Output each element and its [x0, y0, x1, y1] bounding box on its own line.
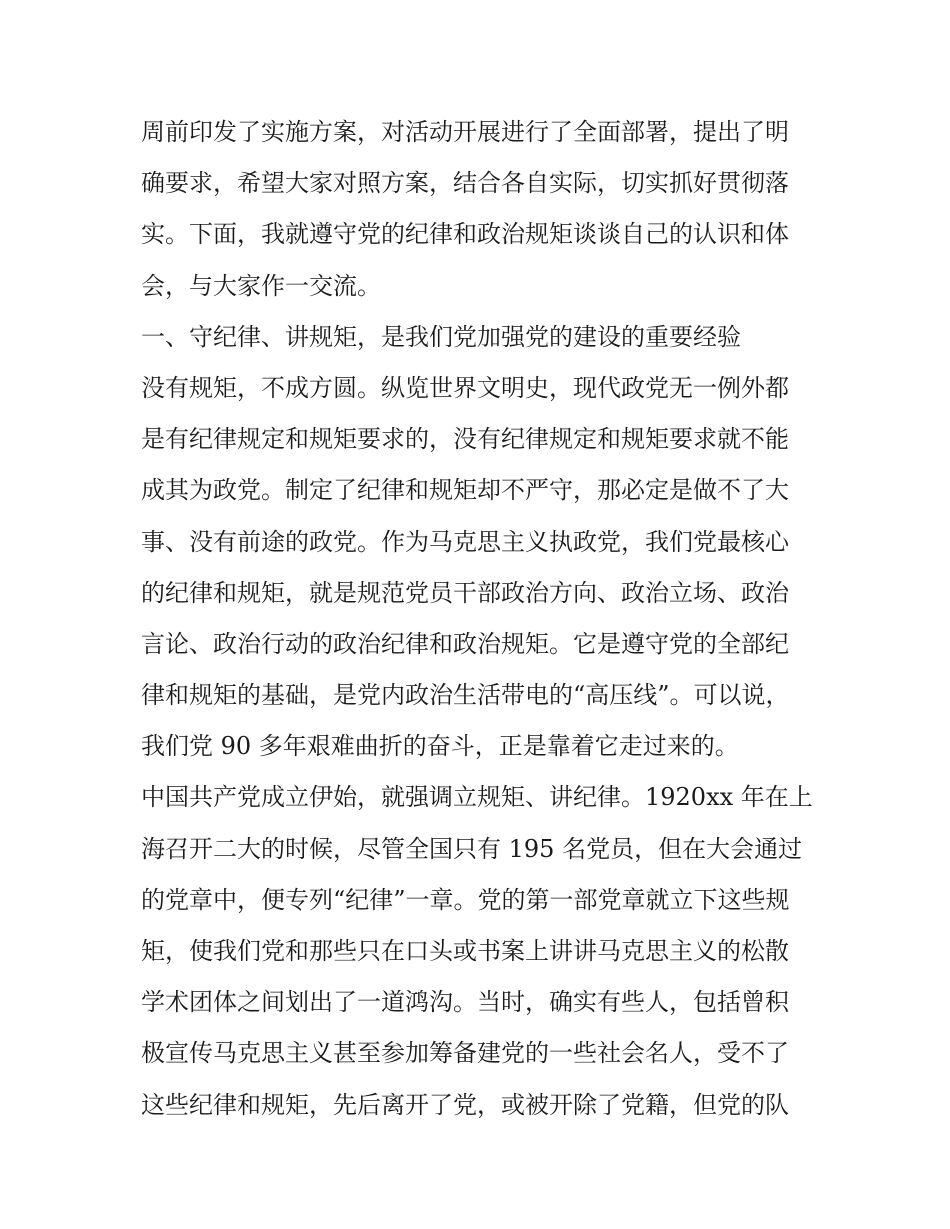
text-line: 的党章中，便专列“纪律”一章。党的第一部党章就立下这些规	[141, 885, 790, 914]
text-line: 矩，使我们党和那些只在口头或书案上讲讲马克思主义的松散	[141, 937, 789, 965]
text-line: 成其为政党。制定了纪律和规矩却不严守，那必定是做不了大	[141, 476, 789, 505]
text-line: 是有纪律规定和规矩要求的，没有纪律规定和规矩要求就不能	[141, 425, 789, 454]
text-line: 确要求，希望大家对照方案，结合各自实际，切实抓好贯彻落	[141, 169, 789, 198]
section-heading: 一、守纪律、讲规矩，是我们党加强党的建设的重要经验	[141, 322, 741, 351]
text-line: 律和规矩的基础，是党内政治生活带电的“高压线”。可以说，	[141, 681, 790, 710]
text-line: 没有规矩，不成方圆。纵览世界文明史，现代政党无一例外都	[141, 373, 789, 402]
text-line: 会，与大家作一交流。	[141, 271, 381, 300]
text-line: 的纪律和规矩，就是规范党员干部政治方向、政治立场、政治	[141, 578, 789, 607]
text-line: 中国共产党成立伊始，就强调立规矩、讲纪律。1920xx 年在上	[141, 783, 813, 812]
body-text	[141, 107, 821, 1131]
text-line: 我们党 90 多年艰难曲折的奋斗，正是靠着它走过来的。	[141, 732, 739, 761]
text-line: 言论、政治行动的政治纪律和政治规矩。它是遵守党的全部纪	[141, 629, 789, 658]
text-line: 事、没有前途的政党。作为马克思主义执政党，我们党最核心	[141, 527, 789, 556]
text-line: 这些纪律和规矩，先后离开了党，或被开除了党籍，但党的队	[141, 1090, 789, 1119]
text-line: 实。下面，我就遵守党的纪律和政治规矩谈谈自己的认识和体	[141, 220, 789, 249]
text-line: 学术团体之间划出了一道鸿沟。当时，确实有些人，包括曾积	[141, 988, 789, 1017]
text-line: 极宣传马克思主义甚至参加筹备建党的一些社会名人，受不了	[141, 1039, 789, 1068]
text-line: 海召开二大的时候，尽管全国只有 195 名党员，但在大会通过	[141, 834, 803, 863]
text-line: 周前印发了实施方案，对活动开展进行了全面部署，提出了明	[141, 118, 789, 146]
